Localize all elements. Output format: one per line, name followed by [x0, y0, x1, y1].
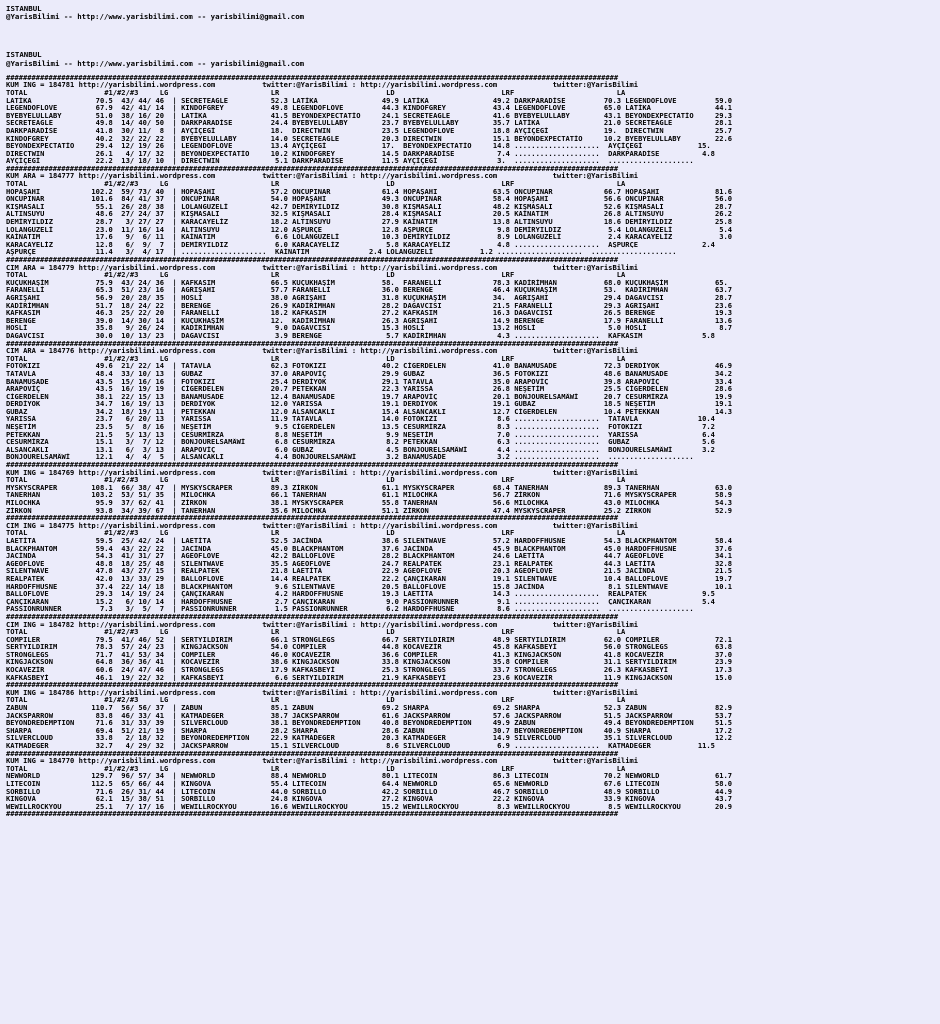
- race-block: [6, 757, 940, 810]
- table-row: FARANELLİ 65.3 51/ 23/ 16 | AĞRIŞAHI 57.7 FARANELLİ 36.0 BERENGE 46.4 KÜÇÜKHAŞİM 53. KADİRİMHAN 63.7: [6, 286, 733, 294]
- race-title-line: KUM ING = 184781 http://yarisbilimi.wordpress.com twitter:@YarisBilimi : http://yarisbilimi.wordpress.com twitter:@YarisBilimi: [6, 81, 639, 89]
- separator-line: ################################################################################################################################################: [6, 514, 619, 522]
- race-block: [6, 522, 940, 613]
- table-row: ZİRKON 93.8 34/ 39/ 67 | TANERHAN 35.6 MILOCHKA 51.1 ZİRKON 47.4 MYSKYSCRAPER 25.2 ZİRKON 52.9: [6, 506, 733, 515]
- race-title-line: CIM ARA = 184776 http://yarisbilimi.wordpress.com twitter:@YarisBilimi : http://yarisbilimi.wordpress.com twitter:@YarisBilimi: [6, 347, 639, 355]
- table-row: LEGENDOFLOVE 67.9 42/ 41/ 14 | KINDOFGREY 49.8 LEGENDOFLOVE 44.3 KINDOFGREY 43.4 LEGENDOFLOVE 65.0 LATİKA 44.1: [6, 104, 733, 112]
- table-row: KÜÇÜKHAŞİM 75.9 43/ 24/ 36 | KAFKASIM 66.5 KÜÇÜKHAŞİM 58. FARANELLİ 78.3 KADİRİMHAN 68.0 KÜÇÜKHAŞİM 65.: [6, 278, 728, 287]
- table-row: AĞRIŞAHI 56.9 20/ 28/ 35 | HOSLİ 38.0 AĞRIŞAHI 31.8 KÜÇÜKHAŞİM 34. AĞRIŞAHI 29.4 DAĞAVCISI 28.7: [6, 293, 733, 302]
- separator-line: ################################################################################################################################################: [6, 73, 619, 82]
- table-row: MYSKYSCRAPER 108.1 66/ 38/ 47 | MYSKYSCRAPER 89.3 ZİRKON 61.1 MYSKYSCRAPER 68.4 TANERHAN 89.3 TANERHAN 63.0: [6, 483, 733, 492]
- race-title-line: KUM ING = 184786 http://yarisbilimi.wordpress.com twitter:@YarisBilimi : http://yarisbilimi.wordpress.com twitter:@YarisBilimi: [6, 688, 639, 697]
- table-row: ÖNCÜPINAR 101.6 84/ 41/ 37 | ÖNCÜPINAR 54.0 HOPAŞAHI 49.3 ÖNCÜPINAR 58.4 HOPAŞAHI 56.6 ÖNCÜPINAR 56.0: [6, 195, 733, 203]
- table-row: PASSIONRUNNER 7.3 3/ 5/ 7 | PASSIONRUNNER 1.5 PASSIONRUNNER 6.2 HARDOFFHÜSNE 8.6 .................... ....................: [6, 605, 694, 613]
- table-row: LITECOIN 112.5 65/ 66/ 44 | KINGOVA 55.4 LITECOIN 64.4 NEWWORLD 65.6 NEWWORLD 67.6 LITECOIN 58.0: [6, 779, 733, 788]
- table-row: NEŞETİM 23.5 5/ 8/ 16 | NEŞETİM 9.5 CİĞERDELEN 13.5 CESURMİRZA 8.3 .................... FOTOKIZI 7.2: [6, 423, 715, 431]
- table-row: LATİKA 70.5 43/ 44/ 46 | SECRETEAGLE 52.3 LATİKA 49.9 LATİKA 49.2 DARKPARADİSE 70.3 LEGENDOFLOVE 59.0: [6, 96, 733, 105]
- column-header-line: TOTAL #1/#2/#3 LG LR LD LRF LA: [6, 354, 626, 363]
- table-row: KINGOVA 62.1 15/ 38/ 51 | SORBILLO 24.8 KINGOVA 27.2 KINGOVA 22.2 KINGOVA 33.9 KINGOVA 43.7: [6, 795, 733, 803]
- table-row: KINDOFGREY 40.2 32/ 22/ 22 | BYEBYELULLABY 14.0 SECRETEAGLE 20.3 DIRECTWIN 15.1 BEYONDEXPECTATİO 10.2 BYEBYELULLABY 22.6: [6, 134, 733, 143]
- race-block: [6, 264, 940, 340]
- table-row: TATAVLA 48.4 33/ 10/ 13 | GUBAZ 37.0 ARAPOVİÇ 29.9 GUBAZ 36.5 FOTOKIZI 48.6 BANAMÜSADE 34.2: [6, 369, 733, 378]
- table-row: BYEBYELULLABY 51.0 38/ 16/ 20 | LATİKA 41.5 BEYONDEXPECTATİO 24.1 SECRETEAGLE 41.6 BYEBYELULLABY 43.1 BEYONDEXPECTATİO 29.3: [6, 111, 733, 120]
- table-row: KIŞMASALI 55.1 26/ 28/ 38 | LOLANGÜZELİ 42.7 DEMİRYILDIZ 30.8 KIŞMASALI 48.2 KIŞMASALI 52.6 KIŞMASALI 28.7: [6, 202, 733, 211]
- table-row: CİĞERDELEN 38.1 22/ 15/ 13 | BANAMÜSADE 12.4 BANAMÜSADE 19.7 ARAPOVİÇ 20.1 BONJOURELSAMÂWİ 20.7 CESURMİRZA 19.9: [6, 392, 733, 401]
- race-title-line: KUM ARA = 184777 http://yarisbilimi.wordpress.com twitter:@YarisBilimi : http://yarisbilimi.wordpress.com twitter:@YarisBilimi: [6, 172, 639, 181]
- city-line: ISTANBUL: [6, 51, 42, 60]
- table-row: KARACAYELİZ 12.8 6/ 9/ 7 | DEMİRYILDIZ 6.0 KARACAYELİZ 5.8 KARACAYELİZ 4.8 .................... AŞPURÇE 2.4: [6, 240, 715, 249]
- column-header-line: TOTAL #1/#2/#3 LG LR LD LRF LA: [6, 180, 626, 188]
- table-row: DERDİYOK 34.7 16/ 19/ 13 | DERDİYOK 12.0 YARISSA 19.1 DERDİYOK 19.1 GUBAZ 18.5 NEŞETİM 19.1: [6, 400, 733, 408]
- race-title-line: KUM ING = 184769 http://yarisbilimi.wordpress.com twitter:@YarisBilimi : http://yarisbilimi.wordpress.com twitter:@YarisBilimi: [6, 468, 639, 477]
- table-row: KATMADEĞER 32.7 4/ 29/ 32 | JACKSPARROW 15.1 SILVERCLOUD 8.6 SILVERCLOUD 6.9 .................... KATMADEĞER 11.5: [6, 742, 715, 750]
- contact-line: @YarisBilimi -- http://www.yarisbilimi.com -- yarisbilimi@gmail.com: [6, 59, 305, 68]
- table-row: AŞPURÇE 11.4 3/ 4/ 17 | .................... KAİNATIM 2.4 LOLANGÜZELİ 1.2 .................... ....................: [6, 248, 677, 256]
- race-title-line: CIM ARA = 184779 http://yarisbilimi.wordpress.com twitter:@YarisBilimi : http://yarisbilimi.wordpress.com twitter:@YarisBilimi: [6, 263, 639, 272]
- table-row: AYÇİÇEĞİ 22.2 13/ 18/ 10 | DIRECTWIN 5.1 DARKPARADİSE 11.5 AYÇİÇEĞİ 3. .................... ....................: [6, 157, 694, 165]
- table-row: HOSLİ 35.8 9/ 26/ 24 | KADİRİMHAN 9.0 DAĞAVCISI 15.3 HOSLİ 13.2 HOSLİ 5.0 HOSLİ 8.7: [6, 324, 733, 332]
- table-row: STRONGLEGS 71.7 41/ 53/ 34 | COMPILER 46.0 KOCAVEZİR 36.6 COMPILER 41.3 KINGJACKSON 41.8 KOCAVEZİR 37.0: [6, 650, 733, 659]
- separator-line: ################################################################################################################################################: [6, 681, 619, 689]
- race-block: [6, 347, 940, 461]
- column-header-line: TOTAL #1/#2/#3 LG LR LD LRF LA: [6, 88, 626, 97]
- race-block: [6, 689, 940, 750]
- table-row: BANAMÜSADE 43.5 15/ 16/ 16 | FOTOKIZI 25.4 DERDİYOK 29.1 TATAVLA 35.0 ARAPOVİÇ 39.8 ARAPOVİÇ 33.4: [6, 377, 733, 386]
- separator-line: ################################################################################################################################################: [6, 164, 619, 173]
- table-row: SORBILLO 71.6 26/ 31/ 44 | LITECOIN 44.0 SORBILLO 42.2 SORBILLO 46.7 SORBILLO 48.9 SORBILLO 44.9: [6, 787, 733, 796]
- race-block: [6, 81, 940, 165]
- table-row: ÇANÇIKARAN 15.2 6/ 10/ 14 | HARDOFFHÜSNE 2.7 ÇANÇIKARAN 9.0 PASSIONRUNNER 9.1 .................... ÇANÇIKARAN 5.4: [6, 597, 715, 606]
- table-row: MILOCHKA 95.9 37/ 62/ 41 | ZİRKON 38.1 MYSKYSCRAPER 55.8 TANERHAN 56.6 MILOCHKA 43.0 MILOCHKA 54.3: [6, 499, 733, 507]
- column-header-line: TOTAL #1/#2/#3 LG LR LD LRF LA: [6, 764, 626, 773]
- repeat-header: [6, 51, 940, 67]
- table-row: SILENTWAVE 47.8 43/ 27/ 15 | REALPATEK 21.8 LAETİTA 22.9 AGEOFLOVE 20.3 AGEOFLOVE 21.5 JACİNDA 21.5: [6, 567, 733, 575]
- table-row: PETEKKAN 21.5 5/ 13/ 13 | CESURMİRZA 8.8 NEŞETİM 9.9 NEŞETİM 7.0 .................... YARISSA 6.4: [6, 430, 715, 439]
- table-row: ALTINSUYU 48.6 27/ 24/ 37 | KIŞMASALI 32.5 KIŞMASALI 28.4 KIŞMASALI 20.5 KAİNATIM 26.8 ALTINSUYU 26.2: [6, 210, 733, 219]
- header-gap: [6, 27, 940, 51]
- race-title-line: CIM ING = 184775 http://yarisbilimi.wordpress.com twitter:@YarisBilimi : http://yarisbilimi.wordpress.com twitter:@YarisBilimi: [6, 521, 639, 530]
- table-row: ARAPOVİÇ 43.5 16/ 19/ 19 | CİĞERDELEN 20.7 PETEKKAN 22.3 YARISSA 26.8 NEŞETİM 25.5 CİĞERDELEN 28.6: [6, 385, 733, 393]
- table-row: SILVERCLOUD 33.8 2/ 18/ 32 | BEYONDREDEMPTION 22.9 KATMADEĞER 20.3 KATMADEĞER 14.9 SILVERCLOUD 35.1 SILVERCLOUD 12.2: [6, 734, 733, 742]
- table-row: AGEOFLOVE 48.8 18/ 25/ 48 | SILENTWAVE 35.5 AGEOFLOVE 24.7 REALPATEK 23.1 REALPATEK 44.3 LAETİTA 32.8: [6, 559, 733, 568]
- table-row: SECRETEAGLE 49.8 14/ 40/ 50 | DARKPARADİSE 24.4 BYEBYELULLABY 23.7 BYEBYELULLABY 35.7 LATİKA 21.0 SECRETEAGLE 28.1: [6, 119, 733, 127]
- separator-line: ################################################################################################################################################: [6, 461, 619, 469]
- table-row: KAFKASIM 46.3 25/ 22/ 20 | FARANELLİ 18.2 KAFKASIM 27.2 KAFKASIM 16.3 DAĞAVCISI 26.5 BERENGE 19.3: [6, 309, 733, 317]
- column-header-line: TOTAL #1/#2/#3 LG LR LD LRF LA: [6, 271, 626, 279]
- separator-line: ################################################################################################################################################: [6, 256, 619, 264]
- table-row: KINGJACKSON 64.8 36/ 36/ 41 | KOCAVEZİR 38.6 KINGJACKSON 33.8 KINGJACKSON 35.8 COMPILER 31.1 SERTYILDIRIM 23.9: [6, 658, 733, 667]
- table-row: JACİNDA 54.3 41/ 31/ 27 | AGEOFLOVE 42.2 BALLOFLOVE 28.2 BLACKPHANTOM 24.6 LAETİTA 44.7 AGEOFLOVE 34.1: [6, 552, 733, 560]
- column-header-line: TOTAL #1/#2/#3 LG LR LD LRF LA: [6, 476, 626, 484]
- table-row: HOPAŞAHI 102.2 59/ 73/ 40 | HOPAŞAHI 57.2 ÖNCÜPINAR 61.4 HOPAŞAHI 63.5 ÖNCÜPINAR 66.7 HOPAŞAHI 81.6: [6, 187, 733, 196]
- table-row: SERTYILDIRIM 78.3 57/ 24/ 23 | KINGJACKSON 54.0 COMPILER 44.8 KOCAVEZİR 45.8 KAFKASBEYİ 56.0 STRONGLEGS 63.8: [6, 643, 733, 651]
- table-row: FOTOKIZI 49.6 21/ 22/ 14 | TATAVLA 62.3 FOTOKIZI 40.2 CİĞERDELEN 41.0 BANAMÜSADE 72.3 DERDİYOK 46.9: [6, 362, 733, 370]
- table-row: DEMİRYILDIZ 28.7 3/ 27/ 27 | KARACAYELİZ 18.2 ALTINSUYU 27.9 KAİNATIM 13.8 ALTINSUYU 18.6 DEMİRYILDIZ 25.8: [6, 218, 733, 226]
- table-row: KOCAVEZİR 60.6 24/ 47/ 46 | STRONGLEGS 17.9 KAFKASBEYİ 25.3 STRONGLEGS 33.7 STRONGLEGS 26.3 KAFKASBEYİ 17.3: [6, 666, 733, 674]
- column-header-line: TOTAL #1/#2/#3 LG LR LD LRF LA: [6, 529, 626, 537]
- table-row: HARDOFFHÜSNE 37.4 22/ 14/ 18 | BLACKPHANTOM 9.6 SILENTWAVE 20.5 BALLOFLOVE 15.8 JACİNDA 8.1 SILENTWAVE 10.1: [6, 582, 733, 591]
- table-row: JACKSPARROW 83.8 46/ 33/ 41 | KATMADEĞER 38.7 JACKSPARROW 61.6 JACKSPARROW 57.6 JACKSPARROW 51.5 JACKSPARROW 53.7: [6, 711, 733, 720]
- contact-line: @YarisBilimi -- http://www.yarisbilimi.com -- yarisbilimi@gmail.com: [6, 13, 305, 22]
- race-block: [6, 621, 940, 682]
- column-header-line: TOTAL #1/#2/#3 LG LR LD LRF LA: [6, 696, 626, 705]
- table-row: COMPILER 79.5 41/ 46/ 52 | SERTYILDIRIM 66.1 STRONGLEGS 66.7 SERTYILDIRIM 48.9 SERTYILDIRIM 62.0 COMPILER 72.1: [6, 635, 733, 644]
- table-row: DAĞAVCISI 30.0 10/ 13/ 23 | DAĞAVCISI 3.9 BERENGE 5.7 KADİRİMHAN 4.3 .................... KAFKASIM 5.8: [6, 331, 715, 340]
- separator-line: ################################################################################################################################################: [6, 749, 619, 758]
- table-row: LAETİTA 59.5 25/ 42/ 24 | LAETİTA 52.5 JACİNDA 38.6 SILENTWAVE 57.2 HARDOFFHÜSNE 54.3 BLACKPHANTOM 58.4: [6, 536, 733, 545]
- top-header: [6, 5, 940, 21]
- table-row: GUBAZ 34.2 18/ 19/ 11 | PETEKKAN 12.0 ALSANCAKLI 15.4 ALSANCAKLI 12.7 CİĞERDELEN 10.4 PETEKKAN 14.3: [6, 407, 733, 416]
- table-row: KAFKASBEYİ 46.1 19/ 22/ 32 | KAFKASBEYİ 6.6 SERTYILDIRIM 21.9 KAFKASBEYİ 23.6 KOCAVEZİR 11.9 KINGJACKSON 15.0: [6, 673, 733, 682]
- table-row: REALPATEK 42.0 13/ 33/ 29 | BALLOFLOVE 14.4 REALPATEK 22.2 ÇANÇIKARAN 19.1 SILENTWAVE 10.4 BALLOFLOVE 19.7: [6, 574, 733, 583]
- table-row: BEYONDREDEMPTION 71.6 31/ 33/ 39 | SILVERCLOUD 38.1 BEYONDREDEMPTION 40.8 BEYONDREDEMPTION 49.9 ZABUN 49.4 BEYONDREDEMPTION 51.5: [6, 719, 733, 727]
- table-row: TANERHAN 103.2 53/ 51/ 35 | MILOCHKA 66.1 TANERHAN 61.1 MILOCHKA 56.7 ZİRKON 71.6 MYSKYSCRAPER 58.9: [6, 491, 733, 499]
- race-title-line: KUM ING = 184770 http://yarisbilimi.wordpress.com twitter:@YarisBilimi : http://yarisbilimi.wordpress.com twitter:@YarisBilimi: [6, 757, 639, 765]
- table-row: BLACKPHANTOM 59.4 43/ 22/ 22 | JACİNDA 45.0 BLACKPHANTOM 37.6 JACİNDA 45.9 BLACKPHANTOM 45.0 HARDOFFHÜSNE 37.6: [6, 544, 733, 553]
- table-row: DIRECTWIN 26.1 4/ 17/ 32 | BEYONDEXPECTATİO 10.2 KINDOFGREY 14.5 DARKPARADİSE 7.4 .................... DARKPARADİSE 4.8: [6, 149, 715, 158]
- race-block: [6, 172, 940, 256]
- race-title-line: CIM ING = 184782 http://yarisbilimi.wordpress.com twitter:@YarisBilimi : http://yarisbilimi.wordpress.com twitter:@YarisBilimi: [6, 620, 639, 629]
- city-line: ISTANBUL: [6, 5, 42, 13]
- table-row: YARISSA 23.7 6/ 20/ 13 | YARISSA 11.9 TATAVLA 14.0 FOTOKIZI 8.6 .................... TATAVLA 10.4: [6, 415, 715, 424]
- table-row: WEWILLROCKYOU 25.1 7/ 17/ 16 | WEWILLROCKYOU 16.6 WEWILLROCKYOU 15.2 WEWILLROCKYOU 8.3 WEWILLROCKYOU 8.5 WEWILLROCKYOU 20.9: [6, 802, 733, 811]
- race-block: [6, 469, 940, 515]
- table-row: ALSANCAKLI 13.1 6/ 3/ 13 | ARAPOVİÇ 6.0 GUBAZ 4.5 BONJOURELSAMÂWİ 4.4 .................... BONJOURELSAMÂWİ 3.2: [6, 445, 715, 454]
- table-row: BERENGE 39.0 14/ 30/ 14 | KÜÇÜKHAŞİM 12. KADİRİMHAN 26.3 AĞRIŞAHI 14.9 BERENGE 17.9 FARANELLİ 13.6: [6, 316, 733, 325]
- column-header-line: TOTAL #1/#2/#3 LG LR LD LRF LA: [6, 628, 626, 636]
- table-row: ZABUN 110.7 56/ 56/ 37 | ZABUN 85.1 ZABUN 69.2 SHARPA 69.2 SHARPA 52.3 ZABUN 82.9: [6, 704, 733, 712]
- table-row: DARKPARADİSE 41.8 30/ 11/ 8 | AYÇİÇEĞİ 18. DIRECTWIN 23.5 LEGENDOFLOVE 18.8 AYÇİÇEĞİ 19. DIRECTWIN 25.7: [6, 126, 733, 135]
- separator-line: ################################################################################################################################################: [6, 612, 619, 621]
- separator-line: ################################################################################################################################################: [6, 339, 619, 348]
- race-list: [6, 74, 940, 818]
- table-row: BALLOFLOVE 29.3 14/ 19/ 24 | ÇANÇIKARAN 4.2 HARDOFFHÜSNE 19.3 LAETİTA 14.3 .................... REALPATEK 9.5: [6, 590, 715, 598]
- table-row: LOLANGÜZELİ 23.0 11/ 16/ 14 | ALTINSUYU 12.0 AŞPURÇE 12.8 AŞPURÇE 9.8 DEMİRYILDIZ 5.4 LOLANGÜZELİ 5.4: [6, 225, 733, 234]
- table-row: KADİRİMHAN 51.7 18/ 24/ 22 | BERENGE 26.9 KADİRİMHAN 28.2 DAĞAVCISI 21.5 FARANELLİ 29.3 AĞRIŞAHI 23.6: [6, 301, 733, 310]
- table-row: CESURMİRZA 15.1 3/ 7/ 12 | BONJOURELSAMÂWİ 6.8 CESURMİRZA 8.2 PETEKKAN 6.3 .................... GUBAZ 5.6: [6, 438, 715, 446]
- table-row: SHARPA 69.4 51/ 21/ 19 | SHARPA 28.2 SHARPA 28.6 ZABUN 30.7 BEYONDREDEMPTION 40.9 SHARPA 17.2: [6, 726, 733, 735]
- table-row: NEWWORLD 129.7 96/ 57/ 34 | NEWWORLD 88.4 NEWWORLD 80.1 LITECOIN 86.3 LITECOIN 70.2 NEWWORLD 61.7: [6, 772, 733, 780]
- table-row: KAİNATIM 17.6 9/ 6/ 11 | KAİNATIM 6.6 LOLANGÜZELİ 10.3 DEMİRYILDIZ 8.9 LOLANGÜZELİ 2.4 KARACAYELİZ 3.0: [6, 233, 733, 241]
- table-row: BEYONDEXPECTATİO 29.4 12/ 19/ 26 | LEGENDOFLOVE 13.4 AYÇİÇEĞİ 17. BEYONDEXPECTATİO 14.8 .................... AYÇİÇEĞİ 15.: [6, 142, 711, 150]
- separator-line: ################################################################################################################################################: [6, 810, 619, 818]
- table-row: BONJOURELSAMÂWİ 12.1 4/ 4/ 5 | ALSANCAKLI 4.4 BONJOURELSAMÂWİ 3.2 BANAMÜSADE 3.2 .................... ....................: [6, 453, 694, 462]
